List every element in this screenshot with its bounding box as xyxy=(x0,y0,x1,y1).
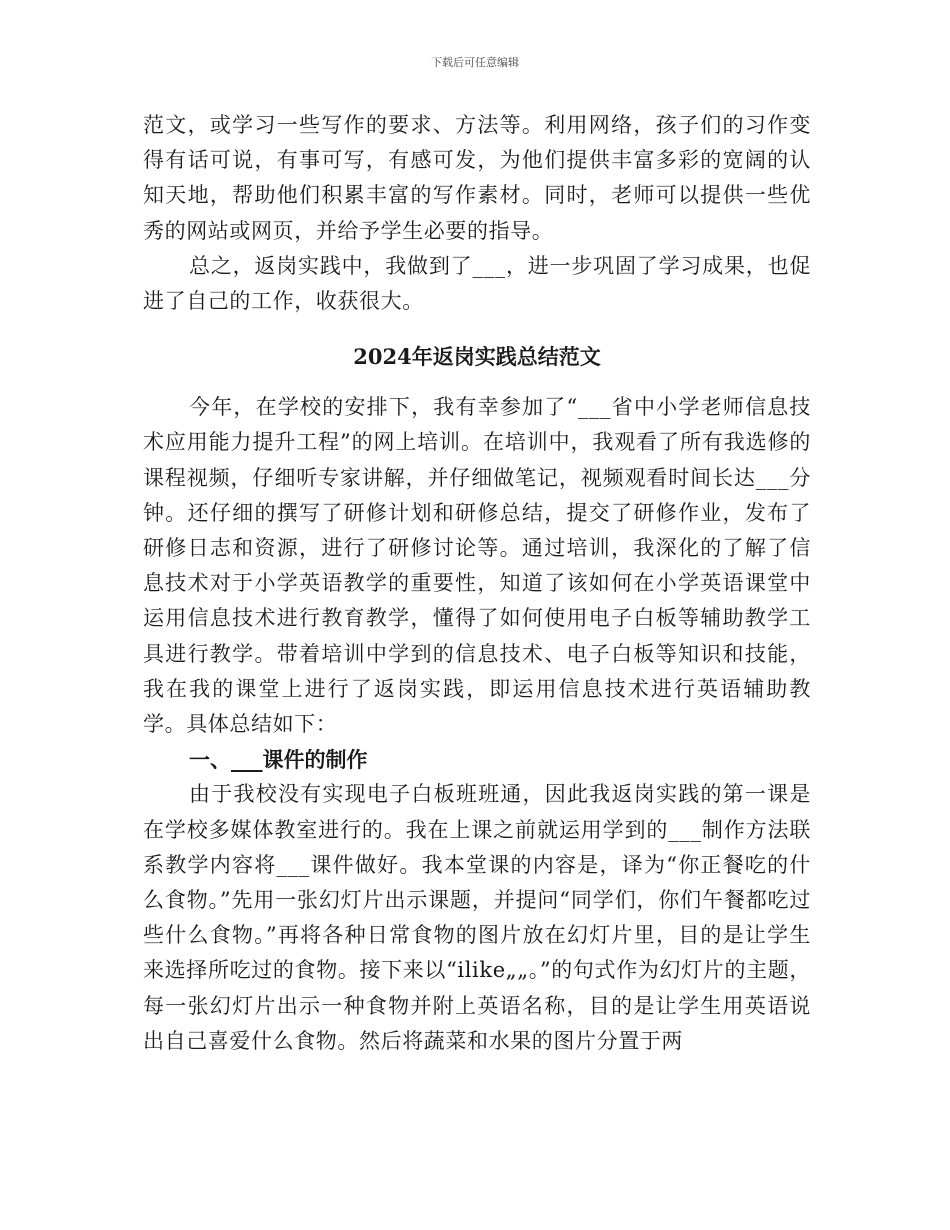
paragraph: 范文，或学习一些写作的要求、方法等。利用网络，孩子们的习作变得有话可说，有事可写，有感可发，为他们提供丰富多彩的宽阔的认知天地，帮助他们积累丰富的写作素材。同时，老师可以提供一些优秀的网站或网页，并给予学生必要的指导。 xyxy=(143,113,811,243)
document-title: 2024年返岗实践总结范文 xyxy=(353,344,601,370)
document-body xyxy=(143,108,811,1059)
paragraph: 今年，在学校的安排下，我有幸参加了“___省中小学老师信息技术应用能力提升工程”的网上培训。在培训中，我观看了所有我选修的课程视频，仔细听专家讲解，并仔细做笔记，视频观看时间长达___分钟。还仔细的撰写了研修计划和研修总结，提交了研修作业，发布了研修日志和资源，进行了研修讨论等。通过培训，我深化的了解了信息技术对于小学英语教学的重要性，知道了该如何在小学英语课堂中运用信息技术进行教育教学，懂得了如何使用电子白板等辅助教学工具进行教学。带着培训中学到的信息技术、电子白板等知识和技能，我在我的课堂上进行了返岗实践，即运用信息技术进行英语辅助教学。具体总结如下： xyxy=(143,395,811,737)
paragraph: 由于我校没有实现电子白板班班通，因此我返岗实践的第一课是在学校多媒体教室进行的。我在上课之前就运用学到的___制作方法联系教学内容将___课件做好。我本堂课的内容是，译为“你正餐吃的什么食物。”先用一张幻灯片出示课题，并提问“同学们，你们午餐都吃过些什么食物。”再将各种日常食物的图片放在幻灯片里，目的是让学生来选择所吃过的食物。接下来以“ilike„„。”的句式作为幻灯片的主题，每一张幻灯片出示一种食物并附上英语名称，目的是让学生用英语说出自己喜爱什么食物。然后将蔬菜和水果的图片分置于两 xyxy=(143,782,811,1053)
section-heading: 一、___课件的制作 xyxy=(189,747,368,773)
paragraph: 总之，返岗实践中，我做到了___，进一步巩固了学习成果，也促进了自己的工作，收获很大。 xyxy=(143,253,811,314)
page-header-note: 下载后可任意编辑 xyxy=(431,56,519,69)
